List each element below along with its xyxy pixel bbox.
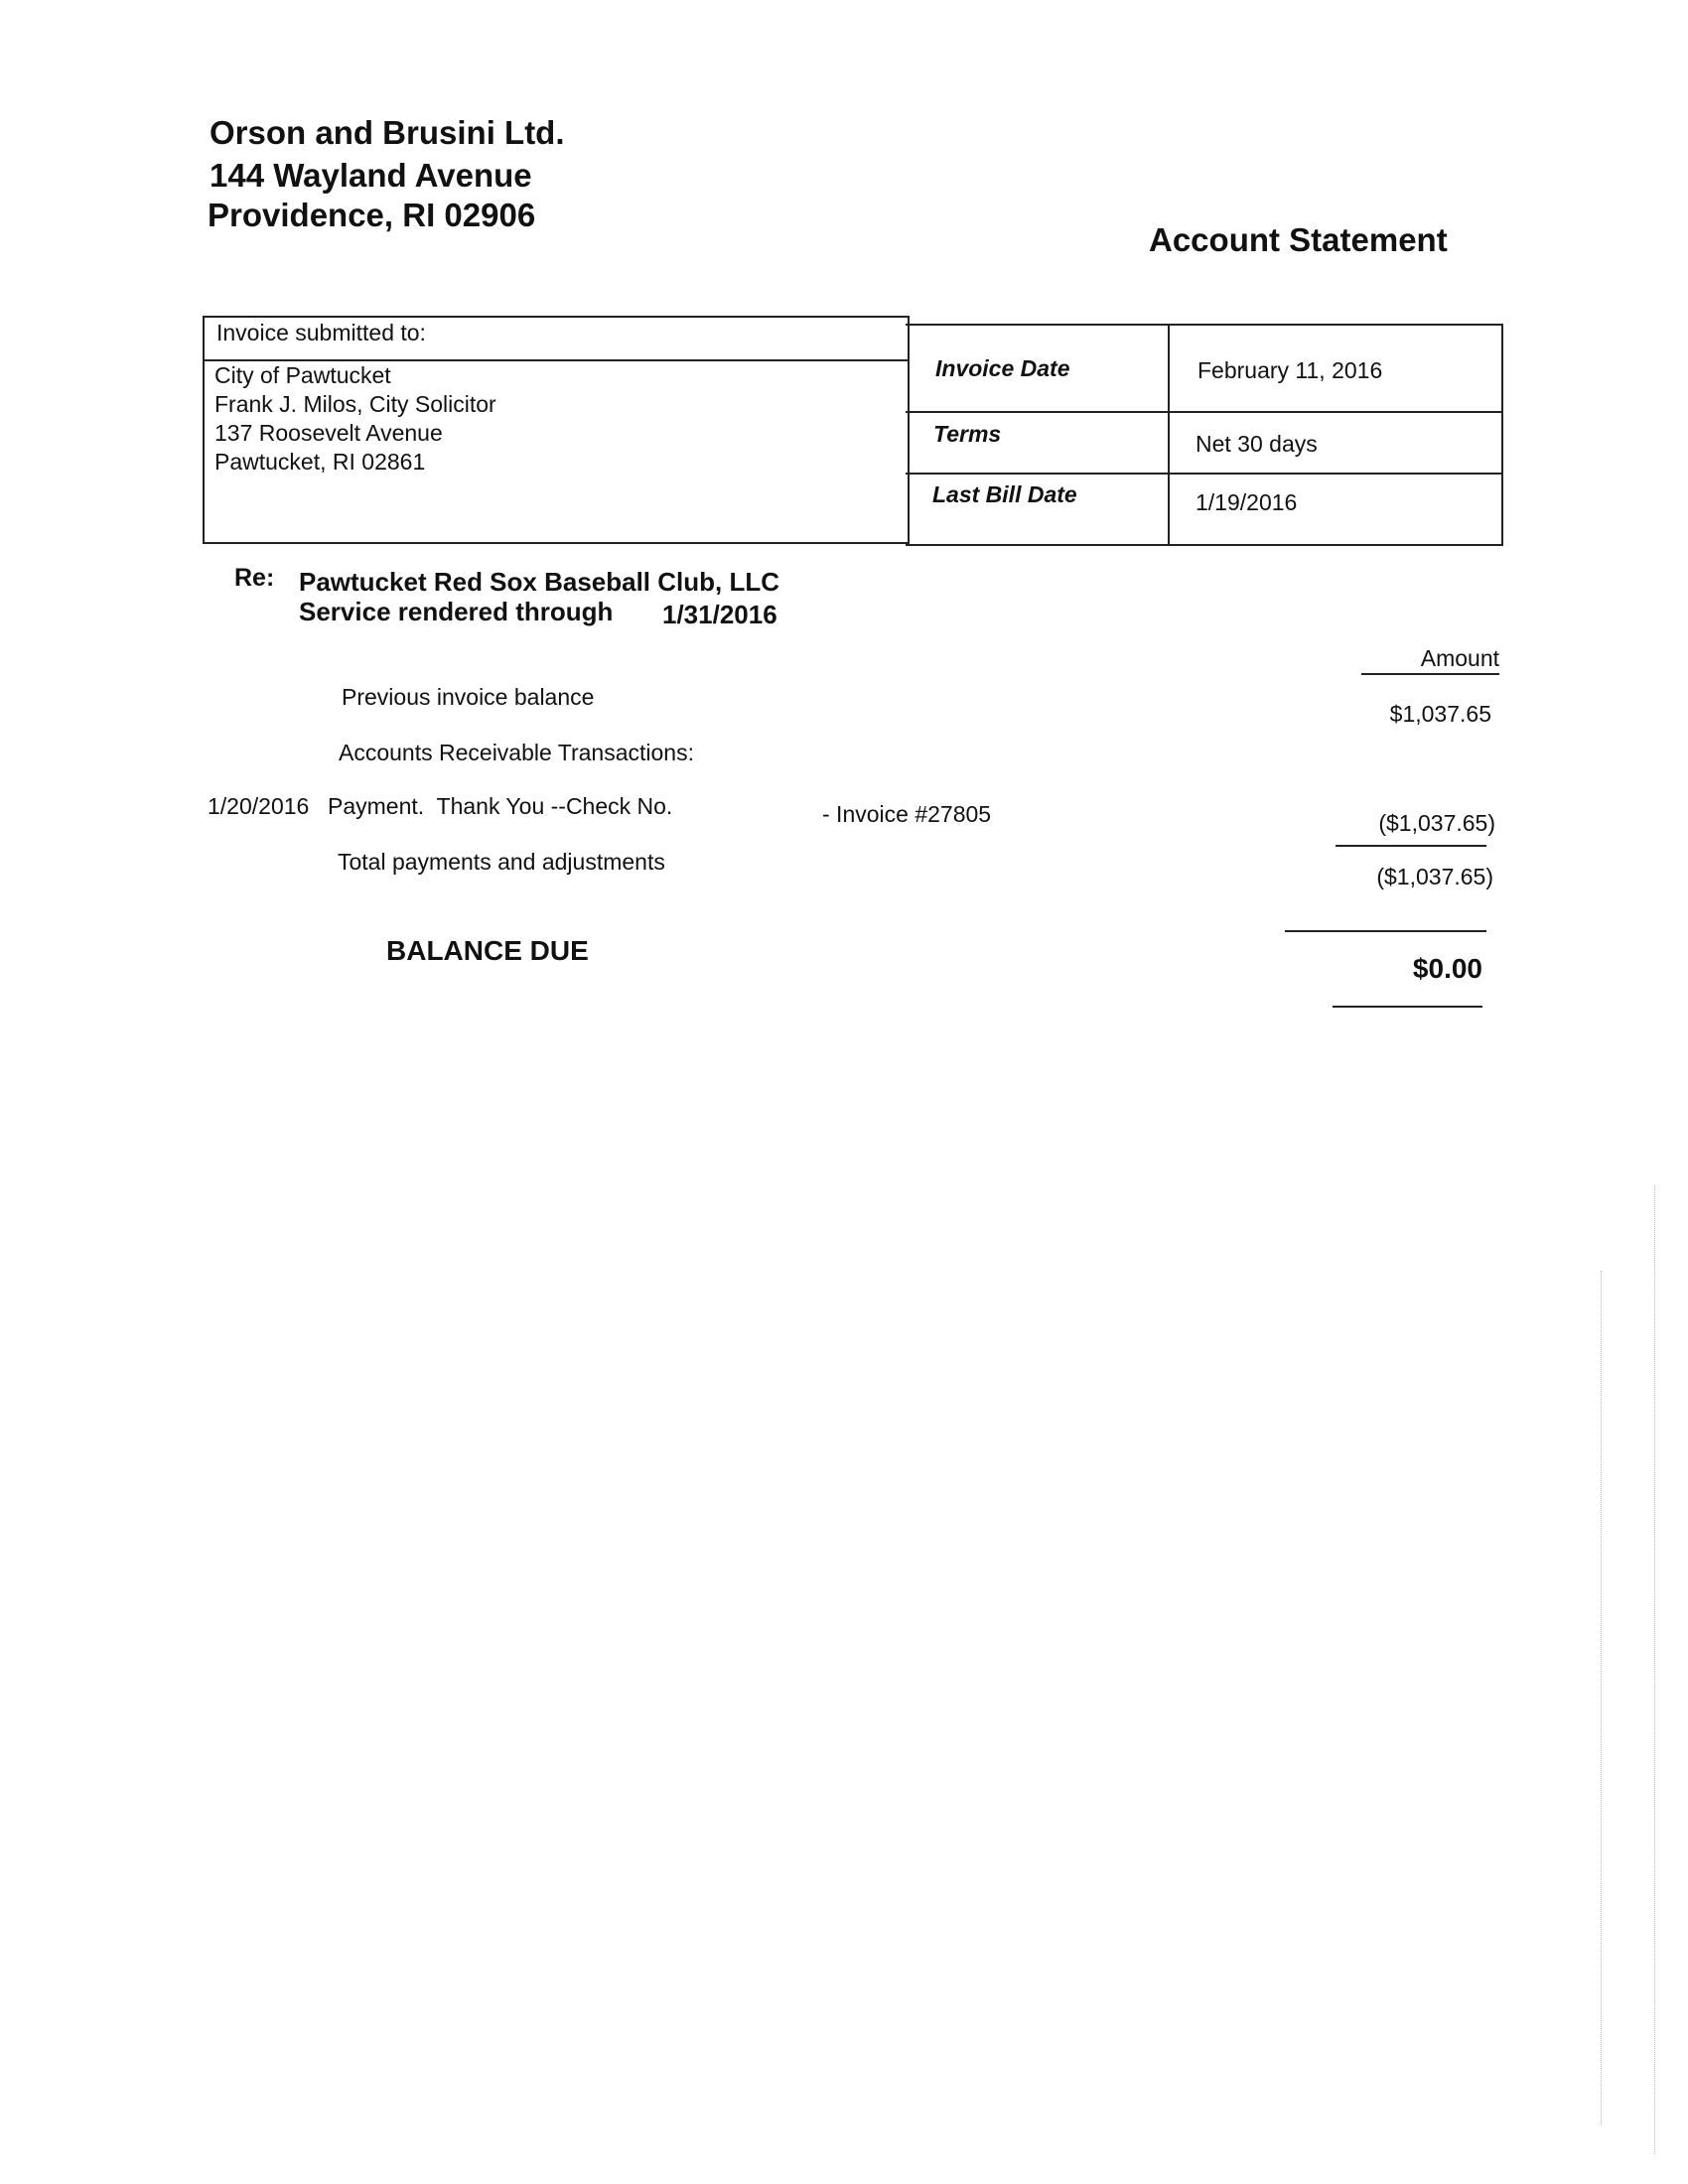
balance-underline — [1333, 1006, 1482, 1008]
scan-artifact — [1601, 1271, 1602, 2124]
recipient-address — [214, 361, 496, 477]
invoice-date-value: February 11, 2016 — [1197, 357, 1383, 383]
firm-name: Orson and Brusini Ltd. — [210, 114, 565, 151]
divider — [906, 473, 1501, 475]
last-bill-date-value: 1/19/2016 — [1196, 489, 1298, 515]
amount-underline — [1361, 673, 1499, 675]
firm-street: 144 Wayland Avenue — [210, 157, 532, 194]
balance-overline — [1285, 930, 1486, 932]
previous-balance-label: Previous invoice balance — [342, 684, 595, 710]
divider — [906, 411, 1501, 413]
balance-due-label: BALANCE DUE — [386, 935, 589, 966]
firm-city: Providence, RI 02906 — [208, 197, 536, 233]
scan-artifact — [1654, 1186, 1655, 2154]
divider — [1168, 326, 1170, 544]
transaction-description: Payment. Thank You --Check No. — [328, 793, 673, 819]
recipient-line: 137 Roosevelt Avenue — [214, 420, 443, 446]
balance-due-amount: $0.00 — [1412, 953, 1482, 984]
document-title: Account Statement — [1149, 221, 1448, 258]
previous-balance-amount: $1,037.65 — [1389, 701, 1491, 727]
transaction-date: 1/20/2016 — [208, 793, 310, 819]
recipient-box — [203, 316, 910, 544]
invoice-date-label: Invoice Date — [935, 355, 1070, 381]
total-payments-amount: ($1,037.65) — [1376, 864, 1493, 889]
service-label: Service rendered through — [299, 597, 614, 626]
ar-transactions-label: Accounts Receivable Transactions: — [339, 740, 694, 765]
recipient-line: Frank J. Milos, City Solicitor — [214, 391, 496, 417]
transaction-amount: ($1,037.65) — [1378, 810, 1495, 836]
recipient-line: Pawtucket, RI 02861 — [214, 449, 426, 475]
terms-label: Terms — [933, 421, 1002, 447]
recipient-label: Invoice submitted to: — [216, 320, 426, 345]
transaction-invoice: - Invoice #27805 — [822, 801, 992, 827]
service-date: 1/31/2016 — [662, 600, 777, 629]
subtotal-underline — [1336, 845, 1486, 847]
terms-value: Net 30 days — [1196, 431, 1318, 457]
last-bill-date-label: Last Bill Date — [932, 481, 1077, 507]
matter-name: Pawtucket Red Sox Baseball Club, LLC — [299, 567, 779, 597]
recipient-line: City of Pawtucket — [214, 362, 391, 388]
re-label: Re: — [234, 564, 275, 592]
amount-header: Amount — [1420, 645, 1499, 671]
invoice-info-table — [906, 324, 1503, 546]
total-payments-label: Total payments and adjustments — [338, 849, 665, 875]
